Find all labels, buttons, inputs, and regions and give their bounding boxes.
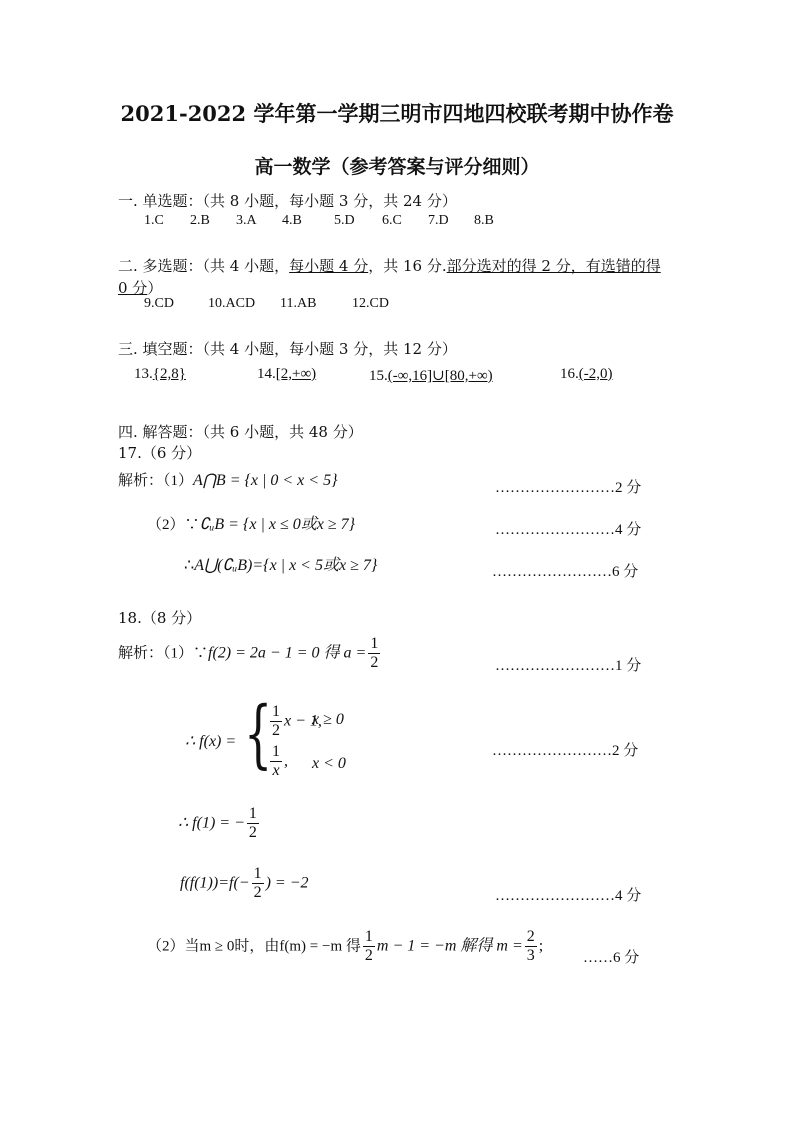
q18-line1-expr: f(2) = 2a − 1 = 0 得 a =: [208, 644, 367, 662]
answer-13: [134, 366, 186, 383]
q17-label: 17.（6 分）: [118, 444, 202, 462]
score: 6 分: [613, 950, 640, 966]
q18-line5-expr: m − 1 = −m 解得 m =: [376, 937, 523, 955]
leader-dots: ……………………: [495, 522, 615, 538]
section-2-heading-part: ）: [147, 279, 163, 297]
q17-line1-score: [495, 476, 641, 497]
answer-value: [2,+∞): [275, 366, 317, 382]
answer-2: 2.B: [190, 213, 210, 228]
answer-number: 14.: [257, 366, 276, 382]
leader-dots: ……………………: [495, 888, 615, 904]
answer-12: 12.CD: [352, 296, 389, 311]
answer-number: 15.: [369, 368, 388, 384]
answer-8: 8.B: [474, 213, 494, 228]
q18-line1-score: [495, 654, 641, 675]
score: 1 分: [615, 658, 642, 674]
case1-condition: x ≥ 0: [312, 711, 344, 728]
case2-expr: ,: [284, 752, 288, 770]
leader-dots: ……………………: [492, 564, 612, 580]
answer-value: (-2,0): [578, 366, 613, 382]
fraction: [247, 806, 259, 841]
section-2-heading-part: ，共 16 分.: [368, 257, 447, 275]
fraction: [363, 929, 375, 964]
q18-line4-score: [495, 884, 641, 905]
numerator: 1: [248, 805, 257, 822]
q17-line3: [184, 552, 377, 575]
fraction: [368, 636, 380, 671]
left-brace: {: [244, 691, 273, 777]
denominator: 2: [364, 946, 373, 964]
q18-line5: [147, 929, 543, 964]
score: 2 分: [612, 743, 639, 759]
q17-line1-expr: A⋂B = {x | 0 < x < 5}: [193, 472, 338, 489]
numerator: 1: [253, 865, 262, 882]
section-2-answers: [144, 296, 389, 312]
numerator: 1: [272, 703, 280, 720]
leader-dots: ……: [583, 950, 613, 966]
answer-4: 4.B: [282, 213, 302, 228]
fraction: [270, 704, 282, 739]
answer-15: [369, 366, 493, 385]
q18-line3-expr: ∴ f(1) = −: [178, 814, 245, 832]
leader-dots: ……………………: [495, 658, 615, 674]
answer-1: 1.C: [144, 213, 164, 228]
answer-6: 6.C: [382, 213, 402, 228]
q18-label: 18.（8 分）: [118, 609, 202, 627]
section-1-answers: [144, 213, 494, 229]
numerator: 1: [370, 635, 379, 652]
q18-line5-end: ;: [538, 937, 544, 955]
answer-number: 13.: [134, 366, 153, 382]
q18-line4-expr: f(f(1))=f(−: [180, 874, 250, 892]
q17-line1-prefix: 解析：（1）: [118, 473, 194, 489]
score: 4 分: [615, 888, 642, 904]
q17-line2-prefix: （2）∵: [147, 517, 200, 533]
section-2-heading-underlined: 0 分: [118, 279, 148, 297]
answer-value: {2,8}: [152, 366, 186, 382]
q18-line5-prefix: （2）当m ≥ 0时，由f(m) = −m 得: [147, 938, 361, 955]
q18-line2-prefix-text: ∴ f(x) =: [185, 733, 237, 750]
q18-line2-score: [492, 739, 638, 760]
score: 4 分: [615, 522, 642, 538]
denominator: 3: [526, 946, 535, 964]
answer-number: 16.: [560, 366, 579, 382]
section-1-heading: 一. 单选题：（共 8 小题，每小题 3 分，共 24 分）: [118, 192, 457, 210]
fraction: [525, 929, 537, 964]
score: 2 分: [615, 480, 642, 496]
q17-line2-score: [495, 518, 641, 539]
section-3-heading: 三. 填空题：（共 4 小题，每小题 3 分，共 12 分）: [118, 340, 457, 358]
q17-line1: [118, 469, 337, 490]
section-2-heading-underlined: 每小题 4 分: [289, 257, 369, 275]
q18-line2-prefix: [185, 731, 236, 751]
q17-line3-prefix: ∴: [184, 557, 195, 574]
answer-10: 10.ACD: [208, 296, 256, 311]
q18-line3: [178, 806, 261, 841]
section-2-heading-underlined: 部分选对的得 2 分，有选错的得: [446, 257, 661, 275]
q18-line1: [118, 636, 382, 671]
denominator: 2: [370, 653, 379, 671]
numerator: 2: [526, 928, 535, 945]
q17-line3-score: [492, 560, 638, 581]
section-2-heading-cont: [118, 277, 162, 298]
answer-5: 5.D: [334, 213, 355, 228]
numerator: 1: [364, 928, 373, 945]
q18-case2-cond: [312, 755, 346, 773]
answer-value: (-∞,16]∪[80,+∞): [387, 368, 493, 384]
leader-dots: ……………………: [495, 480, 615, 496]
q18-line4: [180, 866, 309, 901]
case2-condition: x < 0: [312, 755, 346, 772]
page-title: 2021-2022 学年第一学期三明市四地四校联考期中协作卷: [120, 101, 674, 126]
answer-11: 11.AB: [280, 296, 317, 311]
page-subtitle: 高一数学（参考答案与评分细则）: [254, 156, 540, 178]
denominator: 2: [272, 721, 280, 739]
q18-line1-prefix: 解析：（1）∵: [118, 645, 209, 662]
denominator: x: [272, 761, 280, 779]
answer-16: [560, 366, 613, 383]
numerator: 1: [272, 743, 280, 760]
q18-line5-score: [583, 946, 639, 967]
section-2-heading-part: 二. 多选题：（共 4 小题，: [118, 257, 290, 275]
denominator: 2: [253, 883, 262, 901]
leader-dots: ……………………: [492, 743, 612, 759]
section-2-heading: [118, 255, 661, 276]
q17-line2: [147, 511, 355, 534]
q18-case1-cond: [312, 711, 344, 729]
section-4-heading: 四. 解答题：（共 6 小题，共 48 分）: [118, 423, 363, 441]
score: 6 分: [612, 564, 639, 580]
answer-3: 3.A: [236, 213, 257, 228]
q18-line4-expr-end: ) = −2: [265, 874, 309, 892]
q17-line3-expr: A⋃(∁ᵤB)={x | x < 5或x ≥ 7}: [194, 557, 378, 574]
case1-expr: x − 1,: [284, 712, 322, 730]
fraction: [270, 744, 282, 779]
fraction: [252, 866, 264, 901]
answer-14: [257, 366, 316, 383]
denominator: 2: [248, 823, 257, 841]
q18-case2: [268, 744, 288, 779]
answer-9: 9.CD: [144, 296, 174, 311]
answer-7: 7.D: [428, 213, 449, 228]
q17-line2-expr: ∁ᵤB = {x | x ≤ 0或x ≥ 7}: [199, 516, 356, 533]
